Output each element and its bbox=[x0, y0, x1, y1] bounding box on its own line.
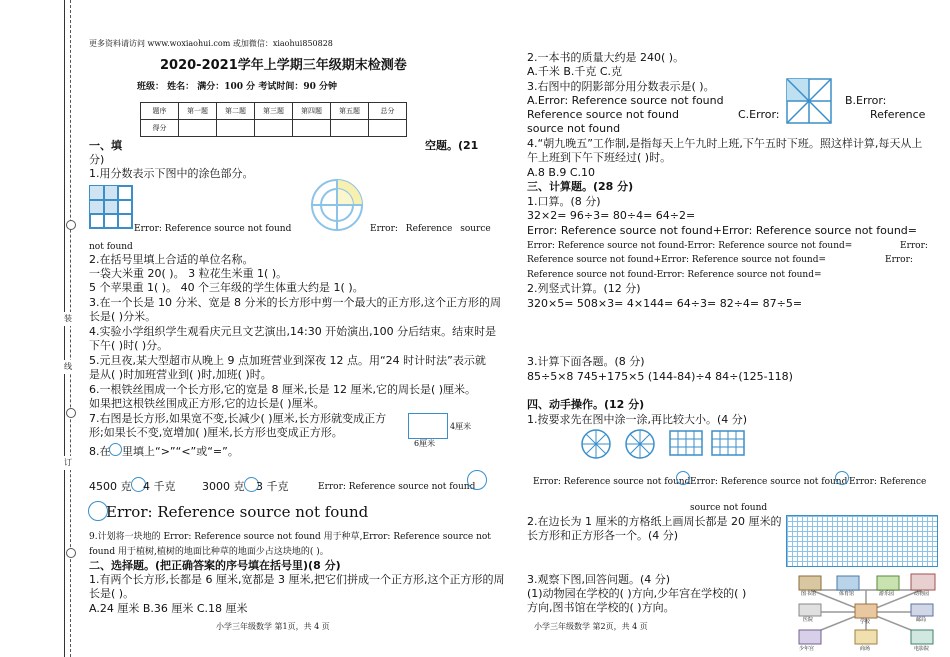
d1-error-4: source not found bbox=[690, 503, 768, 513]
d2-line-b: 长方形和正方形各一个。(4 分) bbox=[527, 529, 679, 542]
score-table bbox=[140, 102, 407, 137]
d3-line-a: (1)动物园在学校的( )方向,少年宫在学校的( ) bbox=[527, 587, 747, 600]
d1-rect-figure-2 bbox=[711, 430, 745, 456]
c4-line-b: 午上班到下午下班经过( )时。 bbox=[527, 151, 672, 164]
d3-line-b: 方向,图书馆在学校的( )方向。 bbox=[527, 601, 675, 614]
score-cell-6[interactable] bbox=[369, 120, 407, 137]
q6-line-b: 如果把这根铁丝围成正方形,它的边长是( )厘米。 bbox=[89, 397, 325, 410]
binding-char-3: 线 bbox=[64, 360, 72, 374]
k1-error-2: Error: Reference source not found-Error: Reference source not found= bbox=[527, 241, 853, 251]
c3-line-2b: C.Error: bbox=[738, 108, 780, 121]
c3-line-2c: Reference bbox=[870, 108, 926, 121]
section1-heading-right: 空题。(21 bbox=[425, 139, 479, 152]
score-cell-5[interactable] bbox=[331, 120, 369, 137]
q8-text-a: 8.在 bbox=[89, 445, 111, 458]
q3-line-b: 长是( )分米。 bbox=[89, 310, 157, 323]
k1-error-2b: Error: bbox=[900, 241, 928, 251]
q7-rect-height-label: 4厘米 bbox=[450, 422, 472, 431]
score-head-5: 第五题 bbox=[331, 103, 369, 120]
q9-line-b: found 用于植树,植树的地面比种草的地面少占这块地的( )。 bbox=[89, 547, 329, 557]
binding-char-1: 装 bbox=[64, 312, 72, 326]
d2-grid-paper[interactable] bbox=[786, 515, 938, 567]
q1-text: 1.用分数表示下图中的涂色部分。 bbox=[89, 167, 254, 180]
header-note: 更多资料请访问 www.woxiaohui.com 或加微信：xiaohui850828 bbox=[89, 39, 333, 48]
score-head-4: 第四题 bbox=[293, 103, 331, 120]
compare-4-circle[interactable] bbox=[88, 501, 108, 521]
c2-options: A.千米 B.千克 C.克 bbox=[527, 65, 623, 78]
score-cell-1[interactable] bbox=[179, 120, 217, 137]
q2-line-b: 5 个苹果重 1( )。 40 个三年级的学生体重大约是 1( )。 bbox=[89, 281, 364, 294]
k1-row: 32×2= 96÷3= 80÷4= 64÷2= bbox=[527, 209, 696, 222]
c3-line-1b: B.Error: bbox=[845, 94, 887, 107]
map-label-youth-palace: 少年宫 bbox=[799, 646, 815, 652]
binding-hole-2 bbox=[66, 408, 76, 418]
d1-circle-figure-2 bbox=[624, 428, 656, 460]
d1-circle-figure-1 bbox=[580, 428, 612, 460]
q1-error-a: Error: Reference source not found bbox=[134, 224, 292, 234]
d1-rect-figure-1 bbox=[669, 430, 703, 456]
exam-meta: 班级： 姓名： 满分：100 分 考试时间：90 分钟 bbox=[137, 82, 337, 92]
q6-line-a: 6.一根铁丝围成一个长方形,它的宽是 8 厘米,长是 12 厘米,它的周长是( )厘米。 bbox=[89, 383, 477, 396]
c3-line-3: source not found bbox=[527, 122, 621, 135]
q7-line-a: 7.右图是长方形,如果宽不变,长减少( )厘米,长方形就变成正方 bbox=[89, 412, 387, 425]
q7-rect-width-label: 6厘米 bbox=[414, 439, 436, 448]
d2-line-a: 2.在边长为 1 厘米的方格纸上画周长都是 20 厘米的 bbox=[527, 515, 782, 528]
q5-line-a: 5.元旦夜,某大型超市从晚上 9 点加班营业到深夜 12 点。用“24 时计时法”表示就 bbox=[89, 354, 486, 367]
score-label: 得分 bbox=[141, 120, 179, 137]
q8-text-b: 里填上“>”“<”或“=”。 bbox=[122, 445, 239, 458]
k3-row: 85÷5×8 745+175×5 (144-84)÷4 84÷(125-118) bbox=[527, 370, 793, 383]
d1-error-3: Error: Reference bbox=[849, 477, 927, 487]
section2-heading: 二、选择题。(把正确答案的序号填在括号里)(8 分) bbox=[89, 559, 341, 572]
map-label-hospital: 医院 bbox=[803, 617, 814, 623]
map-label-library: 图书馆 bbox=[801, 591, 817, 597]
c2-text: 2.一本书的质量大约是 240( )。 bbox=[527, 51, 685, 64]
k3-text: 3.计算下面各题。(8 分) bbox=[527, 355, 645, 368]
q7-line-b: 形;如果长不变,宽增加( )厘米,长方形也变成正方形。 bbox=[89, 426, 343, 439]
map-label-zoo: 动物园 bbox=[914, 591, 930, 597]
compare-3-circle[interactable] bbox=[467, 470, 487, 490]
score-head-2: 第二题 bbox=[217, 103, 255, 120]
c3-line-1a: A.Error: Reference source not found bbox=[527, 94, 724, 107]
page-title: 2020-2021学年上学期三年级期末检测卷 bbox=[160, 58, 407, 73]
q8-circle-icon bbox=[109, 443, 122, 456]
q9-line-a: 9.计划将一块地的 Error: Reference source not found 用于种草,Error: Reference source not bbox=[89, 532, 491, 542]
k1-error-1: Error: Reference source not found+Error: Reference source not found= bbox=[527, 224, 917, 237]
q4-line-a: 4.实验小学组织学生观看庆元旦文艺演出,14:30 开始演出,100 分后结束。结束时是 bbox=[89, 325, 497, 338]
binding-line-outer bbox=[64, 0, 65, 657]
compare-1-left: 4500 克 bbox=[89, 480, 132, 493]
page1-footer: 小学三年级数学 第1页，共 4 页 bbox=[216, 622, 330, 631]
score-head-1: 第一题 bbox=[179, 103, 217, 120]
c4-options: A.8 B.9 C.10 bbox=[527, 166, 596, 179]
compare-4-error: Error: Reference source not found bbox=[106, 503, 369, 521]
compare-2-left: 3000 克 bbox=[202, 480, 245, 493]
c1-options: A.24 厘米 B.36 厘米 C.18 厘米 bbox=[89, 602, 248, 615]
d1-compare-circle-2[interactable] bbox=[835, 471, 849, 485]
map-figure bbox=[793, 572, 939, 656]
map-label-park: 游乐园 bbox=[879, 591, 895, 597]
score-head-0: 题序 bbox=[141, 103, 179, 120]
k2-row: 320×5= 508×3= 4×144= 64÷3= 82÷4= 87÷5= bbox=[527, 297, 803, 310]
q5-line-b: 是从( )时加班营业到( )时,加班( )时。 bbox=[89, 368, 272, 381]
compare-2-right: 3 千克 bbox=[256, 480, 289, 493]
binding-char-2: 订 bbox=[64, 456, 72, 470]
q1-error-b1: Error: Reference source bbox=[370, 224, 491, 234]
binding-hole-1 bbox=[66, 220, 76, 230]
k1-error-4: Reference source not found-Error: Reference source not found= bbox=[527, 270, 822, 280]
k2-text: 2.列竖式计算。(12 分) bbox=[527, 282, 641, 295]
d1-error-1: Error: Reference source not found bbox=[533, 477, 691, 487]
k1-error-3: Reference source not found+Error: Reference source not found= bbox=[527, 255, 827, 265]
score-head-3: 第三题 bbox=[255, 103, 293, 120]
c1-line-b: 长是( )。 bbox=[89, 587, 135, 600]
map-label-mall: 商场 bbox=[860, 646, 871, 652]
d1-compare-circle-1[interactable] bbox=[676, 471, 690, 485]
q7-rectangle bbox=[408, 413, 448, 439]
q2-text: 2.在括号里填上合适的单位名称。 bbox=[89, 253, 254, 266]
c1-line-a: 1.有两个长方形,长都是 6 厘米,宽都是 3 厘米,把它们拼成一个正方形,这个正方形的周 bbox=[89, 573, 505, 586]
score-cell-3[interactable] bbox=[255, 120, 293, 137]
map-label-school: 学校 bbox=[860, 619, 871, 625]
page2-footer: 小学三年级数学 第2页，共 4 页 bbox=[534, 622, 648, 631]
score-head-6: 总分 bbox=[369, 103, 407, 120]
section3-heading: 三、计算题。(28 分) bbox=[527, 180, 634, 193]
c3-text: 3.右图中的阴影部分用分数表示是( )。 bbox=[527, 80, 715, 93]
q2-line-a: 一袋大米重 20( )。 3 粒花生米重 1( )。 bbox=[89, 267, 288, 280]
c3-line-2a: Reference source not found bbox=[527, 108, 679, 121]
section1-heading-cont: 分) bbox=[89, 153, 105, 166]
binding-hole-3 bbox=[66, 548, 76, 558]
score-cell-2[interactable] bbox=[217, 120, 255, 137]
score-cell-4[interactable] bbox=[293, 120, 331, 137]
section1-heading: 一、填 bbox=[89, 139, 122, 152]
q3-line-a: 3.在一个长是 10 分米、宽是 8 分米的长方形中剪一个最大的正方形,这个正方形的周 bbox=[89, 296, 501, 309]
d1-text: 1.按要求先在图中涂一涂,再比较大小。(4 分) bbox=[527, 413, 748, 426]
grid-fraction-figure bbox=[89, 185, 133, 229]
binding-line-dashed bbox=[70, 0, 71, 657]
map-label-cinema: 电影院 bbox=[914, 646, 930, 652]
d3-text: 3.观察下图,回答问题。(4 分) bbox=[527, 573, 671, 586]
compare-3-error: Error: Reference source not found bbox=[318, 482, 476, 492]
k1-error-3b: Error: bbox=[885, 255, 913, 265]
compare-1-right: 4 千克 bbox=[143, 480, 176, 493]
map-label-post-office: 邮局 bbox=[916, 617, 927, 623]
section4-heading: 四、动手操作。(12 分) bbox=[527, 398, 645, 411]
k1-text: 1.口算。(8 分) bbox=[527, 195, 601, 208]
map-label-gym: 体育馆 bbox=[839, 591, 855, 597]
q1-error-b2: not found bbox=[89, 242, 133, 252]
d1-error-2: Error: Reference source not found bbox=[690, 477, 848, 487]
circle-fraction-figure bbox=[310, 178, 364, 232]
c3-shaded-square-figure bbox=[786, 78, 832, 124]
q4-line-b: 下午( )时( )分。 bbox=[89, 339, 169, 352]
c4-line-a: 4.“朝九晚五”工作制,是指每天上午九时上班,下午五时下班。照这样计算,每天从上 bbox=[527, 137, 923, 150]
